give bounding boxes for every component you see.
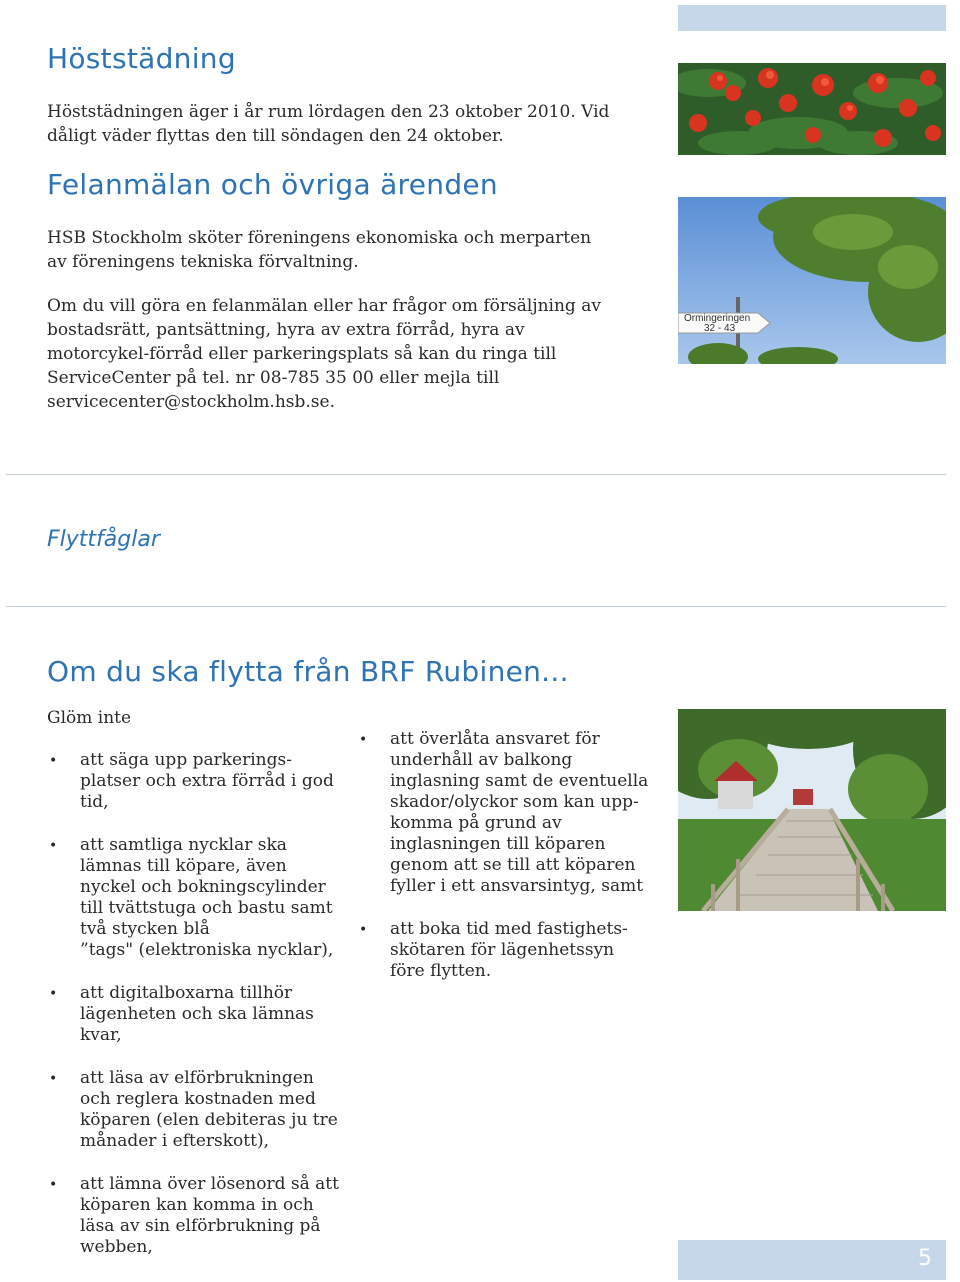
bullet-icon: • [49,986,58,1002]
section-title-felanmalan: Felanmälan och övriga ärenden [47,168,498,201]
divider-bottom [6,606,946,607]
street-sign-image [678,197,946,364]
list-item: • att säga upp parkerings- platser och extra förråd i god tid, [49,750,334,812]
rowan-berries-image [678,63,946,155]
section-title-moving: Om du ska flytta från BRF Rubinen... [47,655,569,688]
section-title-flyttfaglar: Flyttfåglar [47,527,160,552]
felanmalan-paragraph-1: HSB Stockholm sköter föreningens ekonomiska och merparten av föreningens tekniska förvaltning. [47,228,592,272]
bullet-icon: • [49,1177,58,1193]
sign-text-numbers: 32 - 43 [704,323,736,334]
hoststadning-text: Höststädningen äger i år rum lördagen den 23 oktober 2010. Vid dåligt väder flyttas den till söndagen den 24 oktober. [47,102,610,146]
bullet-icon: • [359,922,368,938]
section-title-hoststadning: Höststädning [47,42,236,75]
bullet-icon: • [49,753,58,769]
list-item: • att boka tid med fastighets- skötaren för lägenhetssyn före flytten. [359,919,628,981]
bullet-icon: • [49,1071,58,1087]
bullet-icon: • [359,732,368,748]
left-checklist [47,750,347,1258]
wooden-bridge-image [678,709,946,911]
bullet-icon: • [49,838,58,854]
list-item: • att överlåta ansvaret för underhåll av balkong inglasning samt de eventuella skador/olyckor som kan upp- komma på grund av inglasningen till köparen genom att se till att köparen fyller i ett ansvarsintyg, samt [359,729,649,896]
page-number: 5 [918,1246,932,1271]
moving-intro: Glöm inte [47,708,132,728]
list-item: • att digitalboxarna tillhör lägenheten och ska lämnas kvar, [49,983,314,1045]
list-item: • att läsa av elförbrukningen och reglera kostnaden med köparen (elen debiteras ju tre månader i efterskott), [49,1068,338,1151]
list-item: • att samtliga nycklar ska lämnas till köpare, även nyckel och bokningscylinder till tvättstuga och bastu samt två stycken blå ”tags" (elektroniska nycklar), [49,835,334,960]
header-bar [678,5,946,31]
sign-text-street: Ormingeringen [684,313,751,324]
right-checklist [357,729,657,982]
footer-bar [678,1240,946,1280]
felanmalan-paragraph-2: Om du vill göra en felanmälan eller har frågor om försäljning av bostadsrätt, pantsättning, hyra av extra förråd, hyra av motorcykel-förråd eller parkeringsplats så kan du ringa till ServiceCenter på tel. nr 08-785 35 00 eller mejla till servicecenter@stockholm.hsb.se. [47,296,601,412]
list-item: • att lämna över lösenord så att köparen kan komma in och läsa av sin elförbrukning på webben, [49,1174,339,1257]
divider-top [6,474,946,475]
